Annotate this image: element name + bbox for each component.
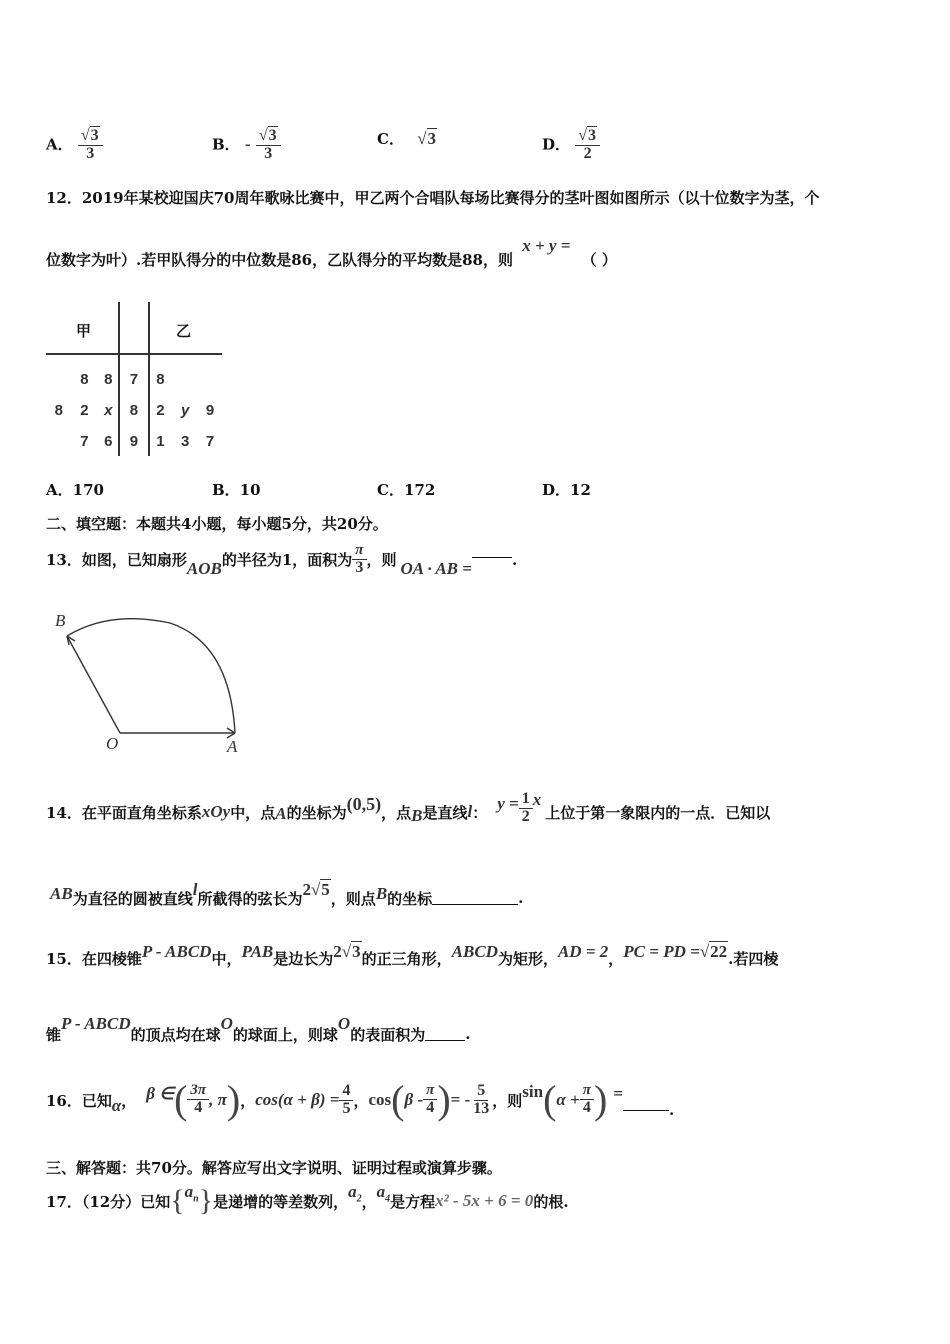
stem-header-left: 甲 [76,322,92,340]
q12-line2: 位数字为叶）.若甲队得分的中位数是86，乙队得分的平均数是88，则 x + y = （ ） [46,236,617,269]
q11-option-a: A． $\frac{√3}{3}$ [46,128,103,163]
q12-option-a: A．170 [46,481,104,499]
section-3-heading: 三、解答题：共70分。解答应写出文字说明、证明过程或演算步骤。 [46,1159,502,1177]
section-2-heading: 二、填空题：本题共4小题，每小题5分，共20分。 [46,515,388,533]
q12-expr: x + y = [522,236,571,255]
q15-line2: 锥 P - ABCD 的顶点均在球 O 的球面上，则球 O 的表面积为 . [46,1014,471,1044]
q16-line: 16．已知 α ， β ∈ ( $\frac{3\pi}{4}$ , π ) ， cos(α + β) = $\frac{4}{5}$ ， cos ( β - $\frac{\pi}{4}$ ) = - $\frac{5}{13}$ ，则 sin ( α + $\frac{\pi}{4}$ ) = . [46,1077,675,1122]
stem-row: 8 2 x 8 2 y 9 [54,402,215,419]
q13-line: 13．如图，已知扇形 AOB 的半径为1，面积为 $\frac{\pi}{3}$ ，则 OA · AB = . [46,542,518,578]
sector-label-a: A [227,737,238,756]
q11-option-d: D． $\frac{√3}{2}$ [542,128,600,163]
q11-option-c: C． √3 [377,129,437,148]
q17-line: 17．（12分）已知 { $a_n$ } 是递增的等差数列， $a_2$ ， $a_4$ 是方程 x² - 5x + 6 = 0 的根. [46,1181,569,1217]
q12-option-d: D．12 [542,481,591,499]
stem-row: 8 8 7 8 [80,371,165,388]
q12-option-b: B．10 [212,481,261,499]
stem-table [46,364,222,457]
sector-label-b: B [55,611,66,630]
stem-row: 7 6 9 1 3 7 [80,433,215,450]
q14-line2: AB 为直径的圆被直线 l 所截得的弦长为 2 √5 ，则点 B 的坐标 . [50,880,524,908]
q14-line1: 14．在平面直角坐标系 xOy 中，点 A 的坐标为 (0,5) ，点 B 是直线 l ： y = $\frac{1}{2}$ x 上位于第一象限内的一点．已知以 [46,789,771,825]
q12-option-c: C．172 [377,481,436,499]
sector-label-o: O [106,734,119,753]
sector-diagram [50,608,250,756]
q12-line1: 12．2019年某校迎国庆70周年歌咏比赛中，甲乙两个合唱队每场比赛得分的茎叶图如图所示（以十位数字为茎，个 [46,189,820,207]
stem-leaf-plot [46,302,222,458]
q15-line1: 15．在四棱锥 P - ABCD 中， PAB 是边长为 2 √3 的正三角形， ABCD 为矩形， AD = 2 ， PC = PD = √22 .若四棱 [46,942,779,968]
stem-header-right: 乙 [176,322,192,340]
q11-option-b: B． - $\frac{√3}{3}$ [212,128,281,163]
